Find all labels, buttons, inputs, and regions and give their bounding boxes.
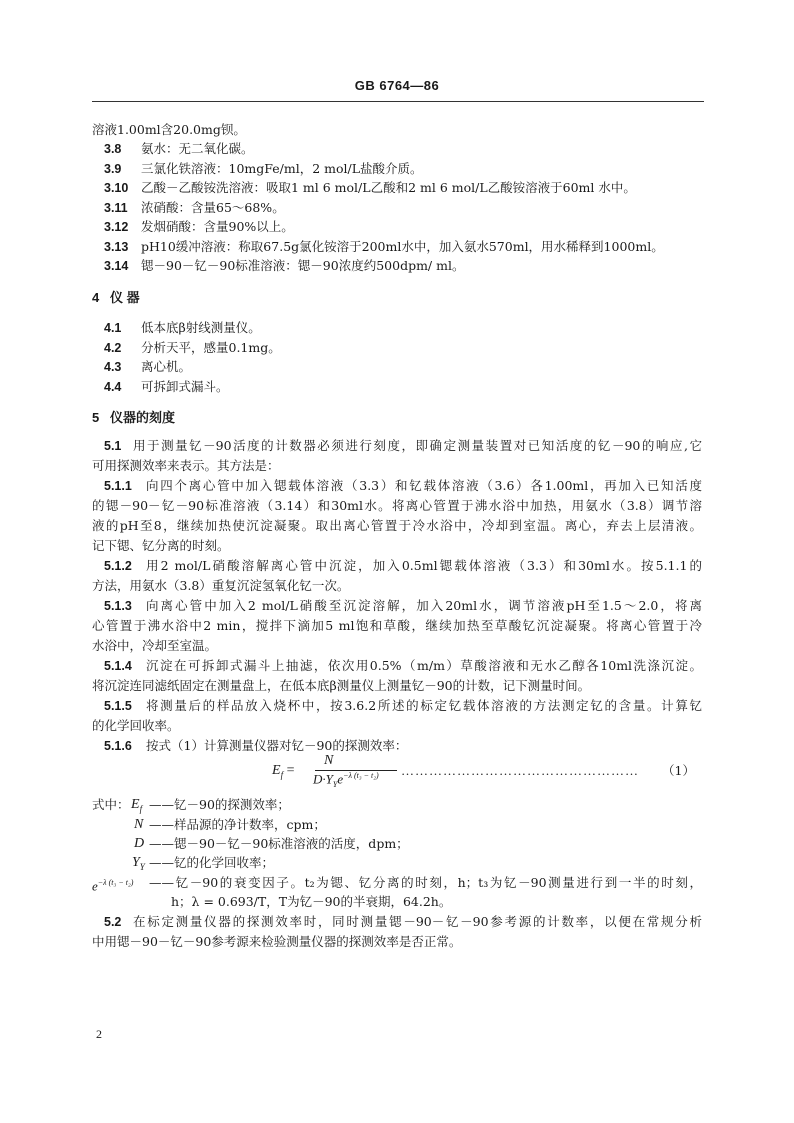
document-page: GB 6764—86 溶液1.00ml含20.0mg钡。 3.8 氨水：无二氧化碳。 3.9 三氯化铁溶液：10mgFe/ml，2 mol/L盐酸介质。 3.10 乙酸－乙酸铵洗溶液：吸取1 ml 6 mol/L乙酸和2 ml 6 mol/L乙酸铵溶液于60ml 水中。 3.11 浓硝酸：含量65～68%。 3.12 发烟硝酸：含量90%以上。 3.13 pH10缓冲溶液：称取67.5g氯化铵溶于200ml水中，加入氨水570ml，用水稀释到1000ml。 3.14 锶－90－钇－90标准溶液：锶－90浓度约500dpm/ ml。 4 仪 器 4.1 低本底β射线测量仪。 4.2 分析天平，感量0.1mg。 4.3 离心机。 4.4 可拆卸式漏斗。 5 仪器的刻度 5.1 用于测量钇－90活度的计数器必须进行刻度，即确定测量装置对已知活度的钇－90的响应,它 可用探测效率来表示。其方法是： 5.1.1 向四个离心管中加入锶载体溶液（3.3）和钇载体溶液（3.6）各1.00ml，再加入已知活度 的锶－90－钇－90标准溶液（3.14）和30ml水。将离心管置于沸水浴中加热，用氨水（3.8）调节溶 液的pH至8，继续加热使沉淀凝聚。取出离心管置于冷水浴中，冷却到室温。离心，弃去上层清液。 记下锶、钇分离的时刻。 5.1.2 用2 mol/L硝酸溶解离心管中沉淀，加入0.5ml锶载体溶液（3.3）和30ml水。按5.1.1的 方法，用氨水（3.8）重复沉淀氢氧化钇一次。 5.1.3 向离心管中加入2 mol/L硝酸至沉淀溶解，加入20ml水，调节溶液pH至1.5～2.0，将离 心管置于沸水浴中2 min，搅拌下滴加5 ml饱和草酸，继续加热至草酸钇沉淀凝聚。将离心管置于冷 水浴中，冷却至室温。 5.1.4 沉淀在可拆卸式漏斗上抽滤，依次用0.5%（m/m）草酸溶液和无水乙醇各10ml洗涤沉淀。 将沉淀连同滤纸固定在测量盘上，在低本底β测量仪上测量钇－90的计数，记下测量时间。 5.1.5 将测量后的样品放入烧杯中，按3.6.2所述的标定钇载体溶液的方法测定钇的含量。计算钇 的化学回收率。 5.1.6 按式（1）计算测量仪器对钇－90的探测效率： N $E_f$ = $D\cdot Y_Ye^{-\lambda (t_3 - t_2)}$ …………………………………………… （1） 式中： $E_f$ ——钇－90的探测效率； N ——样品源的净计数率，cpm； D ——锶－90－钇－90标准溶液的活度，dpm； $Y_Y$ ——钇的化学回收率； $e^{-\lambda (t_3 - t_2)}$ ——钇－90的衰变因子。t₂为锶、钇分离的时刻，h；t₃为钇－90测量进行到一半的时刻， h；λ = 0.693/T，T为钇－90的半衰期，64.2h。 5.2 在标定测量仪器的探测效率时，同时测量锶－90－钇－90参考源的计数率，以便在常规分析 中用锶－90－钇－90参考源来检验测量仪器的探测效率是否正常。 2 <box>0 0 794 1123</box>
item-number: 3.14 <box>104 259 129 273</box>
formula-denominator: $D\cdot Y_Ye^{-\lambda (t_3 - t_2)}$ <box>313 771 379 789</box>
item-text: pH10缓冲溶液：称取67.5g氯化铵溶于200ml水中，加入氨水570ml，用水稀释到1000ml。 <box>141 239 664 254</box>
formula-label: （1） <box>662 763 695 778</box>
item-number: 3.10 <box>104 181 129 195</box>
item-text: 浓硝酸：含量65～68%。 <box>141 200 285 215</box>
item-text: 三氯化铁溶液：10mgFe/ml，2 mol/L盐酸介质。 <box>141 161 423 176</box>
item-number: 3.8 <box>104 142 122 156</box>
item-number: 3.13 <box>104 240 129 254</box>
item-number: 3.9 <box>104 162 122 176</box>
header-rule <box>92 101 704 102</box>
page-number: 2 <box>96 1027 102 1041</box>
item-number: 3.11 <box>104 201 128 215</box>
standard-code-header: GB 6764—86 <box>354 78 440 93</box>
item-text: 乙酸－乙酸铵洗溶液：吸取1 ml 6 mol/L乙酸和2 ml 6 mol/L乙酸铵溶液于60ml 水中。 <box>141 180 636 195</box>
formula-numerator: N <box>324 753 334 768</box>
formula-lhs: $E_f$ = <box>272 763 295 780</box>
item-text: 氨水：无二氧化碳。 <box>141 141 254 156</box>
item-number: 3.12 <box>104 220 129 234</box>
item-text: 锶－90－钇－90标准溶液：锶－90浓度约500dpm/ ml。 <box>141 258 465 273</box>
formula-leader-dots: …………………………………………… <box>401 763 639 778</box>
item-text: 发烟硝酸：含量90%以上。 <box>141 219 294 234</box>
